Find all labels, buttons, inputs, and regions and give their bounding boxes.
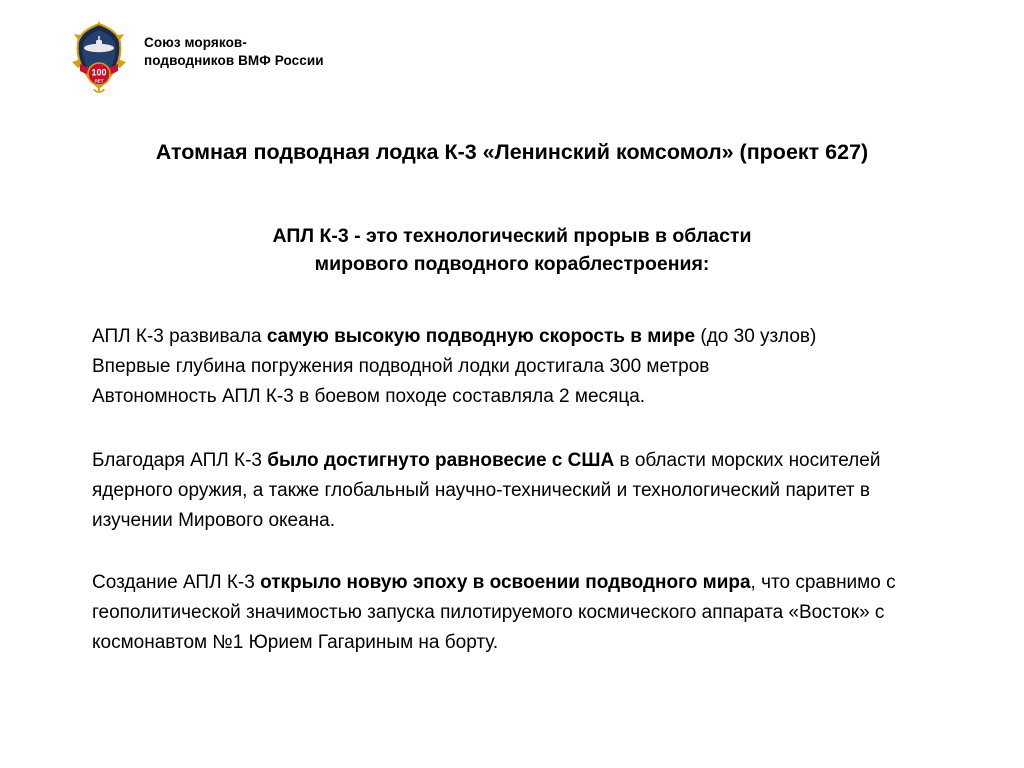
body-text: , что сравнимо с геополитической значимостью запуска пилотируемого космического аппарата «Восток» с космонавтом №1 Юрием Гагариным на борту.: [92, 572, 896, 654]
emblem-anniversary-label: ЛЕТ: [94, 78, 104, 84]
emphasis-text: открыло новую эпоху в освоении подводного мира: [260, 572, 751, 593]
body-text: Впервые глубина погружения подводной лодки достигала 300 метров: [92, 356, 710, 378]
body-paragraph-2: [92, 446, 952, 536]
slide-subtitle-line2: мирового подводного кораблестроения:: [314, 253, 710, 276]
body-text: (до 30 узлов): [695, 326, 817, 347]
body-text: АПЛ К-3 развивала: [92, 326, 267, 347]
organization-name-line1: Союз моряков-: [144, 35, 247, 50]
body-paragraph-3: [92, 568, 952, 658]
organization-name-line2: подводников ВМФ России: [144, 53, 324, 69]
emphasis-text: самую высокую подводную скорость в мире: [266, 326, 696, 347]
submarine-union-emblem-icon: [68, 18, 130, 98]
body-text: Создание АПЛ К-3: [92, 572, 261, 593]
body-text: Автономность АПЛ К-3 в боевом походе составляла 2 месяца.: [92, 386, 646, 408]
slide-subtitle-line1: АПЛ К-3 - это технологический прорыв в области: [272, 225, 752, 247]
slide-title: Атомная подводная лодка К-3 «Ленинский комсомол» (проект 627): [155, 140, 869, 164]
body-paragraph-1: [92, 322, 952, 412]
body-text: в области морских носителей ядерного оружия, а также глобальный научно-технический и технологический паритет в изучении Мирового океана.: [92, 450, 881, 532]
slide-subtitle: [0, 222, 1024, 279]
emblem-anniversary-number: 100: [91, 67, 107, 78]
slide-header: [68, 18, 324, 98]
body-text: Благодаря АПЛ К-3: [92, 450, 268, 471]
emphasis-text: было достигнуто равновесие с США: [267, 450, 615, 471]
organization-name: [144, 34, 324, 70]
